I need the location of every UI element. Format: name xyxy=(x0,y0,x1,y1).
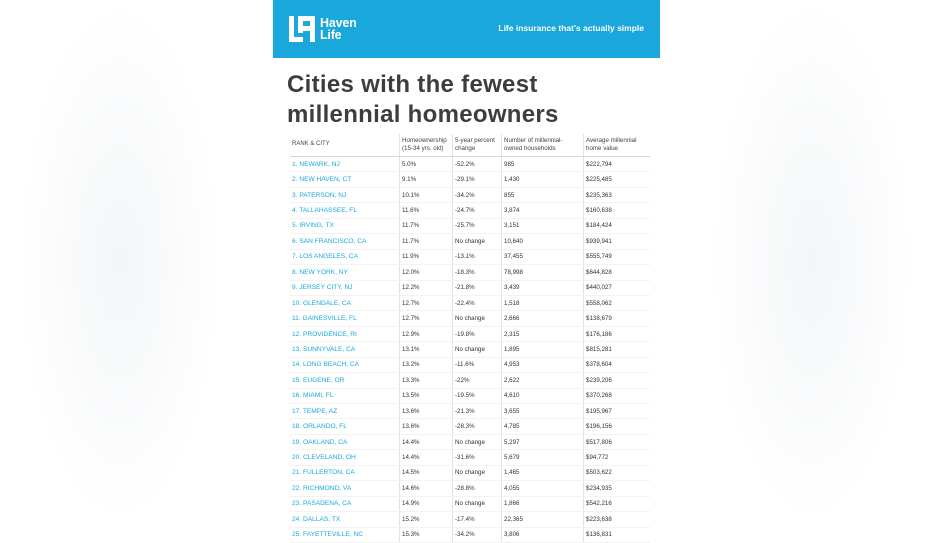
cell-change: No change xyxy=(453,342,502,357)
cell-homeownership: 10.1% xyxy=(400,187,453,202)
cell-home-value: $136,831 xyxy=(584,527,651,542)
cell-homeownership: 12.7% xyxy=(400,311,453,326)
cell-homeownership: 11.7% xyxy=(400,218,453,233)
table-body xyxy=(290,157,650,543)
cell-city: 6. SAN FRANCISCO, CA xyxy=(290,234,400,249)
cell-city: 13. SUNNYVALE, CA xyxy=(290,342,400,357)
cell-city: 9. JERSEY CITY, NJ xyxy=(290,280,400,295)
header-banner xyxy=(273,0,660,58)
table-row xyxy=(290,234,650,249)
cell-home-value: $555,749 xyxy=(584,249,651,264)
cell-home-value: $542,216 xyxy=(584,496,651,511)
cell-households: 5,679 xyxy=(502,450,584,465)
table-row xyxy=(290,496,650,511)
cell-households: 4,785 xyxy=(502,419,584,434)
background-blur-right xyxy=(712,0,912,524)
cell-households: 2,622 xyxy=(502,373,584,388)
cell-change: -34.2% xyxy=(453,527,502,542)
cell-city: 15. EUGENE, OR xyxy=(290,373,400,388)
cell-home-value: $558,062 xyxy=(584,295,651,310)
table-row xyxy=(290,419,650,434)
cell-change: -24.7% xyxy=(453,203,502,218)
header-households: Number of millennial- owned households xyxy=(502,134,584,157)
table-row xyxy=(290,326,650,341)
cell-home-value: $370,268 xyxy=(584,388,651,403)
table-row xyxy=(290,295,650,310)
cell-home-value: $235,363 xyxy=(584,187,651,202)
cell-home-value: $234,935 xyxy=(584,481,651,496)
cell-city: 10. GLENDALE, CA xyxy=(290,295,400,310)
cell-households: 3,874 xyxy=(502,203,584,218)
cell-change: -31.6% xyxy=(453,450,502,465)
cell-city: 11. GAINESVILLE, FL xyxy=(290,311,400,326)
cell-home-value: $195,967 xyxy=(584,404,651,419)
logo-line-2: Life xyxy=(320,28,342,42)
cell-city: 12. PROVIDENCE, RI xyxy=(290,326,400,341)
cell-city: 5. IRVING, TX xyxy=(290,218,400,233)
cell-city: 21. FULLERTON, CA xyxy=(290,465,400,480)
table-row xyxy=(290,172,650,187)
cell-homeownership: 11.9% xyxy=(400,249,453,264)
cell-homeownership: 13.6% xyxy=(400,419,453,434)
table-row xyxy=(290,373,650,388)
cell-city: 22. RICHMOND, VA xyxy=(290,481,400,496)
cell-home-value: $94,772 xyxy=(584,450,651,465)
cell-homeownership: 15.2% xyxy=(400,512,453,527)
cell-change: -19.5% xyxy=(453,388,502,403)
table-row xyxy=(290,280,650,295)
cell-households: 4,953 xyxy=(502,357,584,372)
cell-city: 17. TEMPE, AZ xyxy=(290,404,400,419)
cell-city: 4. TALLAHASSEE, FL xyxy=(290,203,400,218)
cell-homeownership: 12.0% xyxy=(400,265,453,280)
cell-change: -28.3% xyxy=(453,419,502,434)
cell-households: 2,315 xyxy=(502,326,584,341)
cell-households: 78,998 xyxy=(502,265,584,280)
cell-households: 3,655 xyxy=(502,404,584,419)
cell-homeownership: 14.9% xyxy=(400,496,453,511)
cell-home-value: $239,206 xyxy=(584,373,651,388)
cell-city: 25. FAYETTEVILLE, NC xyxy=(290,527,400,542)
cell-change: -18.3% xyxy=(453,265,502,280)
logo-wordmark xyxy=(320,17,357,41)
cell-change: -19.8% xyxy=(453,326,502,341)
cell-homeownership: 15.3% xyxy=(400,527,453,542)
cell-homeownership: 11.7% xyxy=(400,234,453,249)
table-row xyxy=(290,388,650,403)
cell-home-value: $440,027 xyxy=(584,280,651,295)
cell-home-value: $503,622 xyxy=(584,465,651,480)
cell-city: 1. NEWARK, NJ xyxy=(290,157,400,172)
cell-homeownership: 13.3% xyxy=(400,373,453,388)
cell-home-value: $225,485 xyxy=(584,172,651,187)
cell-change: -17.4% xyxy=(453,512,502,527)
cell-change: No change xyxy=(453,311,502,326)
cell-homeownership: 12.2% xyxy=(400,280,453,295)
cell-city: 14. LONG BEACH, CA xyxy=(290,357,400,372)
cell-change: -34.2% xyxy=(453,187,502,202)
table-row xyxy=(290,527,650,542)
cell-homeownership: 11.6% xyxy=(400,203,453,218)
cell-households: 1,430 xyxy=(502,172,584,187)
table-row xyxy=(290,203,650,218)
table-row xyxy=(290,434,650,449)
cell-households: 1,465 xyxy=(502,465,584,480)
cell-home-value: $196,156 xyxy=(584,419,651,434)
tagline: Life insurance that's actually simple xyxy=(498,23,644,33)
cell-home-value: $223,638 xyxy=(584,512,651,527)
cell-households: 22,365 xyxy=(502,512,584,527)
cell-home-value: $138,679 xyxy=(584,311,651,326)
cell-homeownership: 13.5% xyxy=(400,388,453,403)
cell-households: 985 xyxy=(502,157,584,172)
cell-change: No change xyxy=(453,465,502,480)
cell-city: 2. NEW HAVEN, CT xyxy=(290,172,400,187)
cell-city: 19. OAKLAND, CA xyxy=(290,434,400,449)
infographic-card xyxy=(273,0,660,539)
cell-households: 3,806 xyxy=(502,527,584,542)
table-row xyxy=(290,450,650,465)
table-row xyxy=(290,512,650,527)
cell-home-value: $644,828 xyxy=(584,265,651,280)
cell-households: 4,610 xyxy=(502,388,584,403)
cell-households: 2,666 xyxy=(502,311,584,326)
cell-home-value: $939,941 xyxy=(584,234,651,249)
page-title xyxy=(287,70,660,130)
table-row xyxy=(290,311,650,326)
cell-change: -13.1% xyxy=(453,249,502,264)
cell-home-value: $176,186 xyxy=(584,326,651,341)
cell-change: -21.3% xyxy=(453,404,502,419)
table-row xyxy=(290,404,650,419)
background-blur-left xyxy=(20,0,220,524)
cell-households: 1,518 xyxy=(502,295,584,310)
cell-households: 5,297 xyxy=(502,434,584,449)
cell-change: -11.6% xyxy=(453,357,502,372)
cell-city: 8. NEW YORK, NY xyxy=(290,265,400,280)
header-home-value: Average millennial home value xyxy=(584,134,651,157)
table-row xyxy=(290,265,650,280)
logo-line-1: Haven xyxy=(320,16,357,30)
table-row xyxy=(290,187,650,202)
cell-homeownership: 14.6% xyxy=(400,481,453,496)
header-rank-city: RANK & CITY xyxy=(290,134,400,157)
cell-city: 24. DALLAS, TX xyxy=(290,512,400,527)
cell-change: -52.2% xyxy=(453,157,502,172)
cell-households: 855 xyxy=(502,187,584,202)
table-row xyxy=(290,481,650,496)
header-homeownership: Homeownership (15-34 yrs. old) xyxy=(400,134,453,157)
cell-homeownership: 5.0% xyxy=(400,157,453,172)
cell-city: 16. MIAMI, FL xyxy=(290,388,400,403)
cell-households: 10,640 xyxy=(502,234,584,249)
cell-change: -28.8% xyxy=(453,481,502,496)
header-change: 5-year percent change xyxy=(453,134,502,157)
cell-change: -29.1% xyxy=(453,172,502,187)
table-row xyxy=(290,357,650,372)
cell-home-value: $160,638 xyxy=(584,203,651,218)
cell-change: No change xyxy=(453,434,502,449)
cell-change: -25.7% xyxy=(453,218,502,233)
cell-homeownership: 12.7% xyxy=(400,295,453,310)
cell-households: 3,151 xyxy=(502,218,584,233)
cell-households: 1,866 xyxy=(502,496,584,511)
table-row xyxy=(290,465,650,480)
cell-change: -21.8% xyxy=(453,280,502,295)
table-row xyxy=(290,342,650,357)
cell-home-value: $517,806 xyxy=(584,434,651,449)
table-row xyxy=(290,157,650,172)
cell-city: 3. PATERSON, NJ xyxy=(290,187,400,202)
cell-city: 18. ORLANDO, FL xyxy=(290,419,400,434)
cell-homeownership: 14.4% xyxy=(400,450,453,465)
cell-homeownership: 13.2% xyxy=(400,357,453,372)
table-row xyxy=(290,218,650,233)
haven-life-logo xyxy=(289,15,357,43)
cell-change: No change xyxy=(453,496,502,511)
cell-homeownership: 9.1% xyxy=(400,172,453,187)
cell-city: 7. LOS ANGELES, CA xyxy=(290,249,400,264)
cell-homeownership: 13.1% xyxy=(400,342,453,357)
cell-homeownership: 13.6% xyxy=(400,404,453,419)
cell-home-value: $378,604 xyxy=(584,357,651,372)
cell-city: 23. PASADENA, CA xyxy=(290,496,400,511)
cell-change: No change xyxy=(453,234,502,249)
table-header-row xyxy=(290,134,650,157)
cell-households: 37,455 xyxy=(502,249,584,264)
cell-households: 4,055 xyxy=(502,481,584,496)
cell-households: 1,895 xyxy=(502,342,584,357)
cell-homeownership: 14.4% xyxy=(400,434,453,449)
table-row xyxy=(290,249,650,264)
cell-home-value: $815,281 xyxy=(584,342,651,357)
cell-homeownership: 12.9% xyxy=(400,326,453,341)
cities-table xyxy=(290,134,650,543)
title-line-2: millennial homeowners xyxy=(287,101,559,128)
cell-homeownership: 14.5% xyxy=(400,465,453,480)
cell-city: 20. CLEVELAND, OH xyxy=(290,450,400,465)
title-line-1: Cities with the fewest xyxy=(287,71,538,98)
cell-home-value: $222,794 xyxy=(584,157,651,172)
cell-change: -22% xyxy=(453,373,502,388)
cell-households: 3,439 xyxy=(502,280,584,295)
cell-change: -22.4% xyxy=(453,295,502,310)
haven-life-logo-icon xyxy=(289,16,315,42)
cell-home-value: $184,424 xyxy=(584,218,651,233)
